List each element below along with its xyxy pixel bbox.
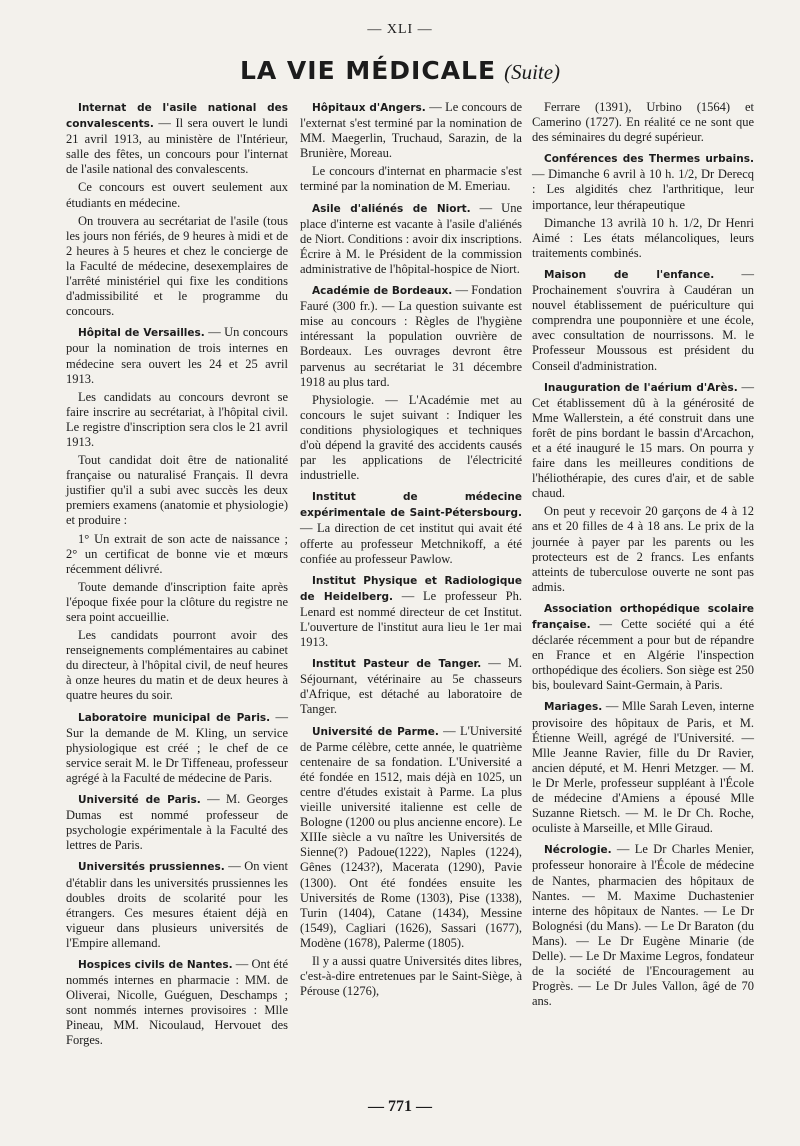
article-paragraph: [66, 100, 288, 177]
article-heading: Hôpitaux d'Angers.: [312, 102, 426, 114]
page-number: — 771 —: [368, 1098, 432, 1115]
article-heading: Mariages.: [544, 701, 603, 714]
body-paragraph: [300, 393, 522, 484]
body-paragraph: [300, 164, 522, 194]
paragraph-text: Tout candidat doit être de nationalité française ou naturalisé Français. Il devra justifier qu'il a subi avec succès les deux premiers examens (anatomie et physiologie) et produire :: [66, 453, 288, 528]
article-paragraph: [532, 601, 754, 694]
article-heading: Université de Parme.: [312, 725, 439, 738]
paragraph-text: — Mlle Sarah Leven, interne provisoire des hôpitaux de Paris, et M. Étienne Weill, agrégé de l'Université. — Mlle Jeanne Ravier, fille du Dr Ravier, ancien député, et M. Henri Metzger. — M. le Dr Merle, professeur suppléant à l'École de médecine d'Amiens a épousé Mlle Suzanne Rietsch. — M. le Dr Ch. Roche, oculiste à Marseille, et Mlle Giraud.: [532, 699, 754, 836]
body-paragraph: [66, 532, 288, 577]
text-column-3: [532, 100, 754, 1012]
body-paragraph: [66, 580, 288, 625]
body-paragraph: [66, 628, 288, 703]
body-paragraph: [66, 390, 288, 450]
article-heading: Institut Pasteur de Tanger.: [312, 658, 482, 671]
paragraph-text: 1° Un extrait de son acte de naissance ; 2° un certificat de bonne vie et mœurs récemment délivré.: [66, 531, 288, 576]
paragraph-text: On peut y recevoir 20 garçons de 4 à 12 ans et 20 filles de 4 à 18 ans. Le prix de la journée à payer par les parents ou les protecteurs est de 2 francs. Les enfants atteints de tuberculose ouverte ne sont pas admis.: [532, 504, 754, 594]
title-main: LA VIE MÉDICALE: [239, 56, 497, 85]
paragraph-text: — Le Dr Charles Menier, professeur honoraire à l'École de médecine de Nantes, pharmacien des hôpitaux de Nantes. — M. Maxime Duchastenier interne des hôpitaux de Nantes. — Le Dr Bolognési (du Mans). — Le Dr Baraton (du Mans). — Le Dr Eugène Minarie (de Delle). — Le Dr Maxime Legros, fondateur de la société de l'Encouragement au Progrès. — Le Dr Jules Vallon, âgé de 70 ans.: [532, 842, 754, 1009]
body-paragraph: [66, 214, 288, 320]
paragraph-text: Il y a aussi quatre Universités dites libres, c'est-à-dire entretenues par le Saint-Siège, à Pérouse (1276),: [300, 953, 522, 999]
article-paragraph: [300, 201, 522, 277]
article-paragraph: [532, 267, 754, 374]
article-heading: Hospices civils de Nantes.: [78, 958, 233, 971]
paragraph-text: Le concours d'internat en pharmacie s'est terminé par la nomination de M. Emeriau.: [300, 164, 522, 194]
article-paragraph: [300, 283, 522, 390]
page-title: [0, 56, 800, 85]
article-paragraph: [66, 710, 288, 786]
article-heading: Conférences des Thermes urbains.: [544, 153, 754, 166]
paragraph-text: — Cette société qui a été déclarée récemment a pour but de répandre en France et en Algérie l'inspection orthopédique des écoliers. Son siège est 250 bis, boulevard Saint-Germain, à Paris.: [532, 617, 754, 693]
text-column-2: [300, 100, 522, 1002]
article-paragraph: [532, 151, 754, 212]
article-heading: Académie de Bordeaux.: [312, 285, 453, 298]
article-heading: Institut de médecine expérimentale de Saint-Pétersbourg.: [300, 491, 522, 520]
paragraph-text: Toute demande d'inscription faite après l'époque fixée pour la clôture du registre ne sera point accueillie.: [66, 579, 288, 624]
article-paragraph: [66, 325, 288, 386]
paragraph-text: — Il sera ouvert le lundi 21 avril 1913, au ministère de l'Intérieur, salle des fêtes, un concours pour l'internat de l'asile national des convalescents.: [66, 116, 288, 177]
paragraph-text: Les candidats au concours devront se faire inscrire au secrétariat, à l'hôpital civil. Le registre d'inscription sera clos le 21 avril 1913.: [66, 389, 288, 449]
article-paragraph: [532, 699, 754, 836]
article-paragraph: [532, 842, 754, 1009]
article-heading: Association orthopédique scolaire française.: [532, 602, 754, 631]
running-header-roman-numeral: — XLI —: [367, 22, 433, 37]
paragraph-text: — M. Georges Dumas est nommé professeur de psychologie expérimentale à la Faculté des lettres de Paris.: [66, 792, 288, 853]
paragraph-text: — Un concours pour la nomination de trois internes en médecine sera ouvert les 24 et 25 avril 1913.: [66, 325, 288, 386]
article-paragraph: [66, 859, 288, 951]
article-heading: Laboratoire municipal de Paris.: [78, 711, 271, 724]
article-heading: Institut Physique et Radiologique de Heidelberg.: [300, 574, 522, 603]
article-heading: Universités prussiennes.: [78, 861, 225, 874]
article-heading: Hôpital de Versailles.: [78, 327, 205, 340]
body-paragraph: [66, 453, 288, 528]
paragraph-text: — On vient d'établir dans les universités prussiennes les doubles droits de scolarité pour les étrangers. Ces mesures étaient déjà en vigueur dans plusieurs universités de l'Empire allemand.: [66, 859, 288, 950]
article-paragraph: [300, 573, 522, 650]
article-heading: Internat de l'asile national des convalescents.: [66, 102, 288, 131]
paragraph-text: Ferrare (1391), Urbino (1564) et Camerino (1727). En réalité ce ne sont que des séminaires du degré supérieur.: [532, 100, 754, 145]
article-heading: Asile d'aliénés de Niort.: [312, 202, 471, 215]
paragraph-text: — Fondation Fauré (300 fr.). — La question suivante est mise au concours : Règles de l'hygiène intéressant la population ouvrière de Bordeaux. Les ouvrages devront être parvenus au secrétariat le 31 décembre 1918 au plus tard.: [300, 283, 522, 389]
paragraph-text: Physiologie. — L'Académie met au concours le sujet suivant : Indiquer les conditions physiologiques et techniques d'où dépend la gravité des accidents causés par les applications de l'électricité industrielle.: [300, 392, 522, 483]
body-paragraph: [532, 216, 754, 261]
paragraph-text: — Ont été nommés internes en pharmacie : MM. de Oliverai, Nicolle, Guéguen, Deschamps ; sont nommés internes provisoires : Mlle Pineau, MM. Nicoulaud, Hervouet des Forges.: [66, 956, 288, 1048]
article-heading: Nécrologie.: [544, 844, 612, 857]
article-paragraph: [66, 792, 288, 853]
article-paragraph: [532, 380, 754, 502]
body-paragraph: [532, 100, 754, 145]
paragraph-text: — Une place d'interne est vacante à l'asile d'aliénés de Niort. Conditions : avoir dix inscriptions. Écrire à M. le Président de la commission administrative de l'hôpital-hospice de Niort.: [300, 200, 523, 276]
article-paragraph: [300, 656, 522, 717]
article-heading: Université de Paris.: [78, 794, 201, 807]
article-heading: Maison de l'enfance.: [544, 268, 715, 281]
body-paragraph: [532, 504, 754, 595]
paragraph-text: Dimanche 13 avrilà 10 h. 1/2, Dr Henri Aimé : Les états mélancoliques, leurs traitements combinés.: [532, 215, 754, 260]
article-heading: Inauguration de l'aérium d'Arès.: [544, 381, 738, 394]
body-paragraph: [66, 180, 288, 210]
article-paragraph: [300, 100, 522, 161]
text-column-1: [66, 100, 288, 1052]
paragraph-text: — Dimanche 6 avril à 10 h. 1/2, Dr Derecq : Les algidités chez l'arthritique, leur importance, leur thérapeutique: [532, 167, 754, 212]
paragraph-text: — La direction de cet institut qui avait été offerte au professeur Metchnikoff, a été confiée au professeur Pawlow.: [300, 521, 522, 566]
article-paragraph: [66, 957, 288, 1049]
paragraph-text: — L'Université de Parme célèbre, cette année, le quatrième centenaire de sa fondation. L'Université a été fondée en 1512, mais déjà en 1025, un centre d'études existait à Parme. La plus vieille université italienne est celle de Bologne (1200 ou plus ancienne encore). Le XIIIe siècle a vu naître les Universités de Sienne(?) Padoue(1222), Naples (1224), Gênes (1243?), Macerata (1290), Pavie (1300). Ont été fondées ensuite les Universités de Rome (1303), Pise (1338), Turin (1404), Catane (1434), Messine (1549), Cagliari (1626), Sassari (1677), Modène (1678), Palerme (1805).: [300, 723, 522, 950]
title-suite: (Suite): [504, 60, 561, 84]
article-paragraph: [300, 489, 522, 566]
paragraph-text: On trouvera au secrétariat de l'asile (tous les jours non fériés, de 9 heures à midi et de 2 heures à 5 heures et chez le concierge de la Faculté de médecine, desexemplaires de l'arrêté ministériel qui fixe les conditions d'admissibilité et le programme du concours.: [66, 213, 288, 319]
article-paragraph: [300, 724, 522, 951]
paragraph-text: — Le concours de l'externat s'est terminé par la nomination de MM. Maegerlin, Truchaud, Sarazin, de la Brunière, Moreau.: [300, 100, 523, 161]
body-paragraph: [300, 954, 522, 999]
paragraph-text: — M. Séjournant, vétérinaire au 5e chasseurs d'Afrique, est détaché au laboratoire de Tanger.: [300, 656, 522, 717]
paragraph-text: — Sur la demande de M. Kling, un service physiologique est créé ; le chef de ce service serait M. le Dr Tiffeneau, professeur agrégé à la Faculté de médecine de Paris.: [66, 709, 288, 785]
paragraph-text: Les candidats pourront avoir des renseignements complémentaires au cabinet du directeur, à l'hôpital civil, de neuf heures à onze heures du matin et de deux heures à quatre heures du soir.: [66, 628, 288, 703]
paragraph-text: — Prochainement s'ouvrira à Caudéran un nouvel établissement de puériculture qui comprendra une pouponnière et une école, avec consultation de nourrissons. M. le Professeur Moussous est président du Conseil d'administration.: [532, 266, 754, 373]
paragraph-text: Ce concours est ouvert seulement aux étudiants en médecine.: [66, 180, 288, 210]
paragraph-text: — Cet établissement dû à la générosité de Mme Wallerstein, a été construit dans une forêt de pins bordant le bassin d'Arcachon, et a été inauguré le 15 mars. On pourra y faire dans les meilleures conditions de l'héliothérapie, des cures d'air, et de sable chaud.: [532, 379, 755, 501]
paragraph-text: — Le professeur Ph. Lenard est nommé directeur de cet Institut. L'ouverture de l'institut aura lieu le 1er mai 1913.: [300, 588, 523, 650]
